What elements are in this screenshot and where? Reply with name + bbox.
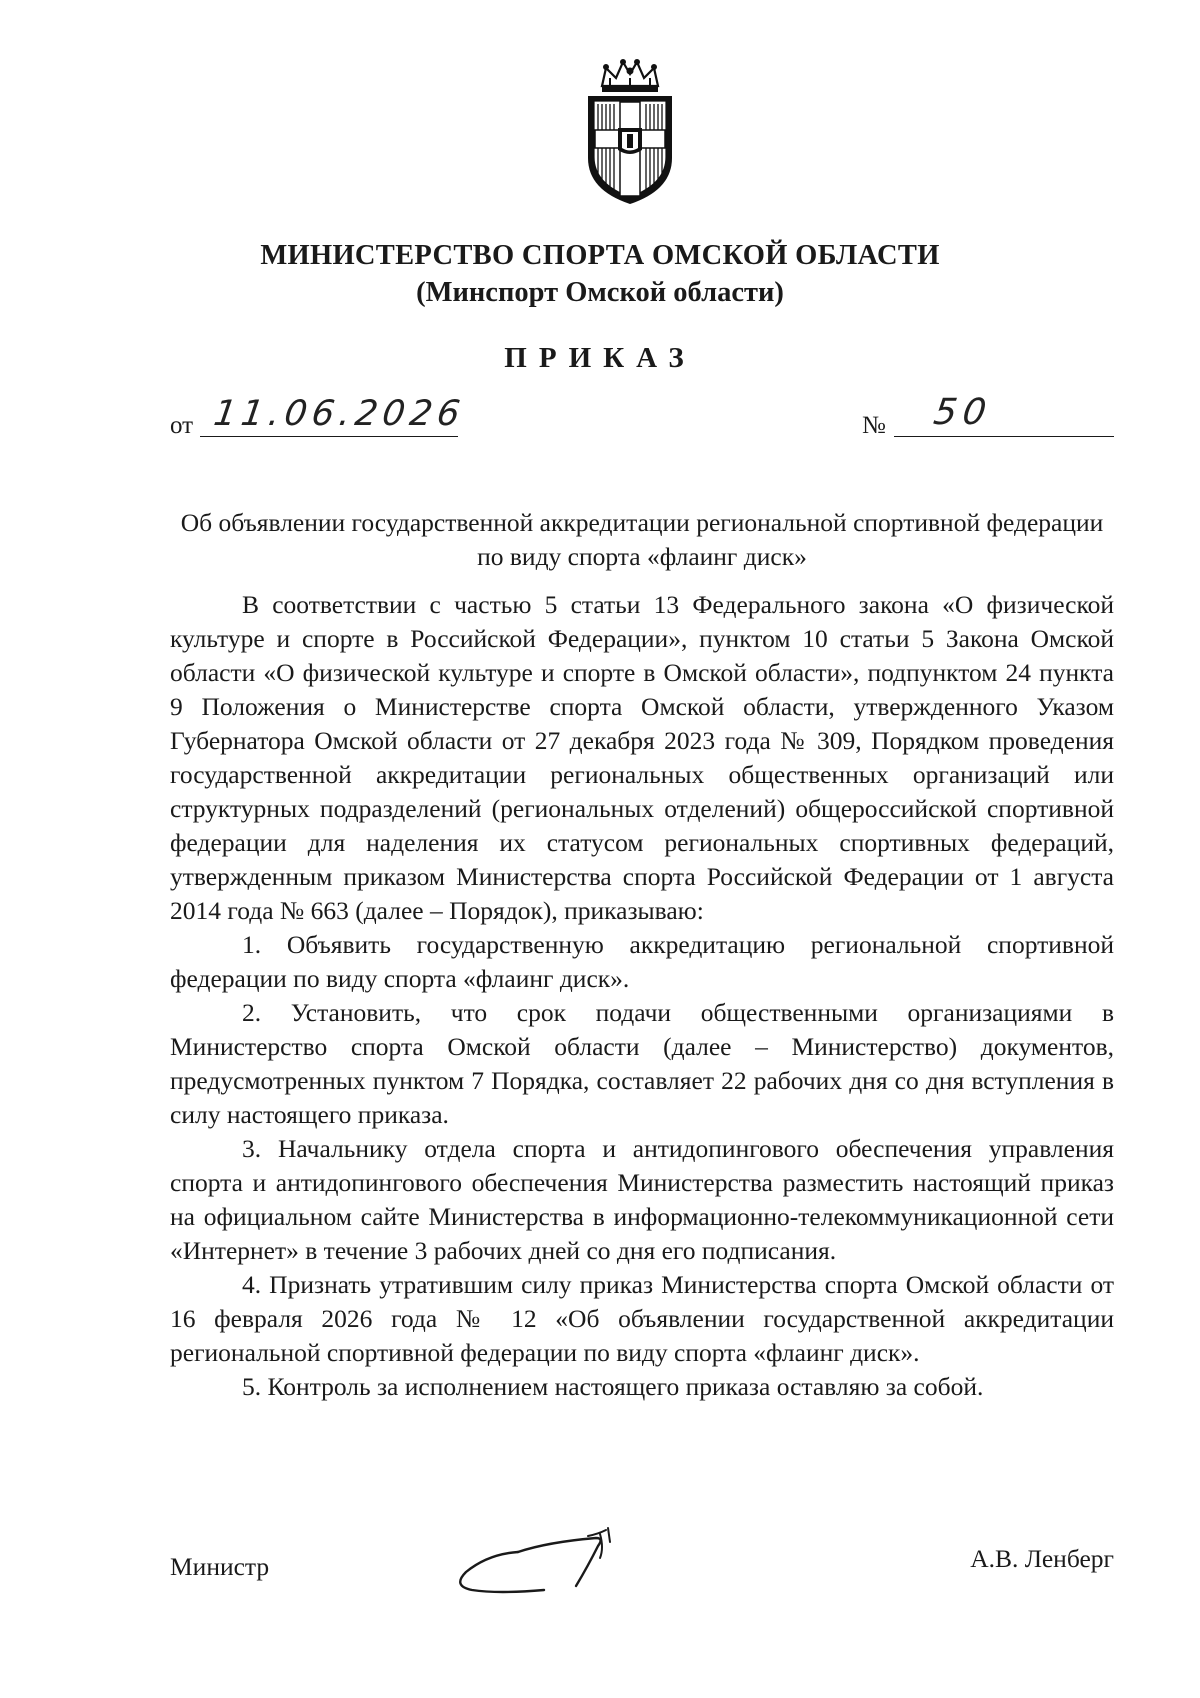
document-type: ПРИКАЗ bbox=[504, 342, 696, 374]
coat-of-arms-icon bbox=[580, 58, 680, 208]
signer-name: А.В. Ленберг bbox=[970, 1544, 1114, 1573]
order-item-4: 4. Признать утратившим силу приказ Министерства спорта Омской области от 16 февраля 2026 года № 12 «Об объявлении государственной аккредитации региональной спортивной федерации по виду спорта «флаинг диск». bbox=[170, 1270, 1114, 1367]
organization-short-name: (Минспорт Омской области) bbox=[416, 277, 784, 308]
organization-name: МИНИСТЕРСТВО СПОРТА ОМСКОЙ ОБЛАСТИ bbox=[260, 240, 940, 271]
number-field bbox=[894, 392, 1114, 437]
preamble-paragraph: В соответствии с частью 5 статьи 13 Федерального закона «О физической культуре и спорте в Российской Федерации», пунктом 10 статьи 5 Закона Омской области «О физической культуре и спорте в Омской области», подпунктом 24 пункта 9 Положения о Министерстве спорта Омской области, утвержденного Указом Губернатора Омской области от 27 декабря 2023 года № 309, Порядком проведения государственной аккредитации региональных общественных организаций или структурных подразделений (региональных отделений) общероссийской спортивной федерации для наделения их статусом региональных спортивных федераций, утвержденным приказом Министерства спорта Российской Федерации от 1 августа 2014 года № 663 (далее – Порядок), приказываю: bbox=[170, 590, 1114, 925]
order-item-2: 2. Установить, что срок подачи общественными организациями в Министерство спорта Омской области (далее – Министерство) документов, предусмотренных пунктом 7 Порядка, составляет 22 рабочих дня со дня вступления в силу настоящего приказа. bbox=[170, 998, 1114, 1129]
signer-position: Министр bbox=[170, 1552, 270, 1581]
handwritten-date: 11.06.2026 bbox=[211, 394, 468, 434]
order-item-3: 3. Начальнику отдела спорта и антидопингового обеспечения управления спорта и антидопингового обеспечения Министерства разместить настоящий приказ на официальном сайте Министерства в информационно-телекоммуникационной сети «Интернет» в течение 3 рабочих дней со дня его подписания. bbox=[170, 1134, 1114, 1265]
date-label: от bbox=[170, 412, 194, 439]
date-field bbox=[200, 394, 468, 437]
order-item-5: 5. Контроль за исполнением настоящего приказа оставляю за собой. bbox=[242, 1372, 984, 1401]
document-body bbox=[170, 588, 1114, 1404]
number-label: № bbox=[862, 412, 886, 439]
signature-block bbox=[170, 1540, 1114, 1620]
handwritten-signature bbox=[448, 1524, 658, 1604]
order-item-1: 1. Объявить государственную аккредитацию региональной спортивной федерации по виду спорта «флаинг диск». bbox=[170, 930, 1114, 993]
document-subject: Об объявлении государственной аккредитации региональной спортивной федерации по виду спорта «флаинг диск» bbox=[180, 508, 1104, 571]
registration-line bbox=[170, 392, 1114, 444]
handwritten-number: 50 bbox=[931, 392, 995, 433]
